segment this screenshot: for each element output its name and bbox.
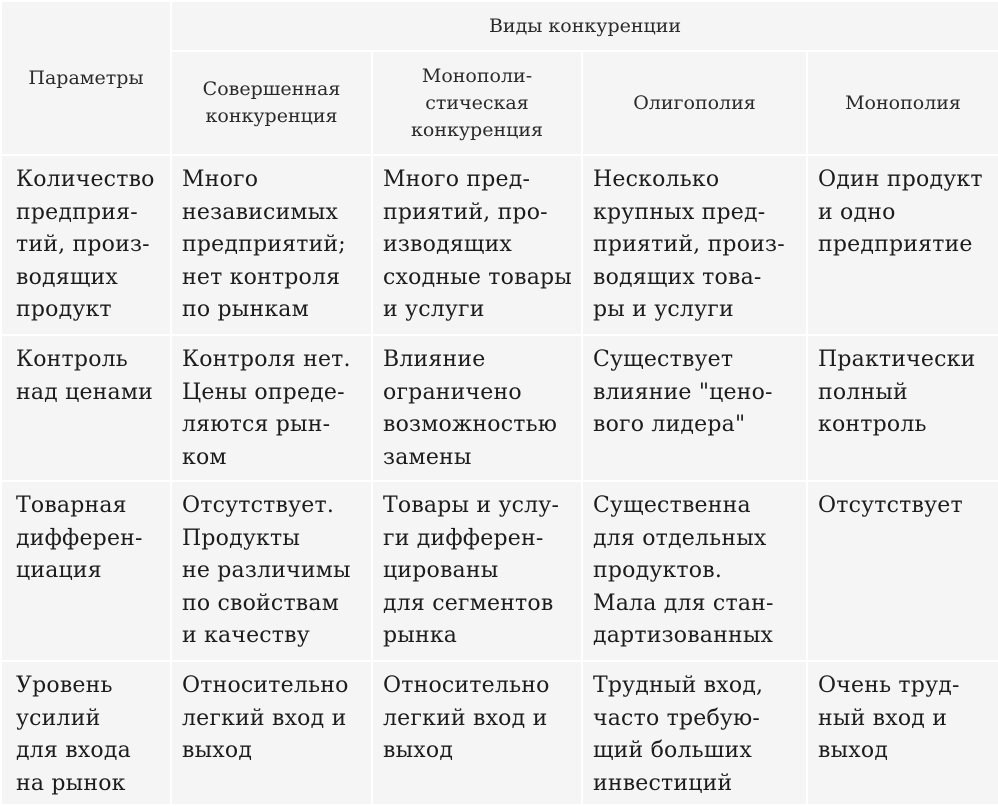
cell-text: Практически полный контроль bbox=[818, 347, 976, 437]
table-cell bbox=[807, 155, 998, 335]
table-cell bbox=[372, 335, 582, 481]
cell-text: Отсутствует. Продукты не различимы по свойствам и качеству bbox=[182, 493, 351, 648]
table-cell bbox=[807, 481, 998, 661]
cell-text: Контроль над ценами bbox=[16, 347, 154, 405]
params-header bbox=[1, 1, 171, 155]
column-header-monopolistic bbox=[372, 51, 582, 155]
table-cell bbox=[582, 481, 807, 661]
table-cell bbox=[582, 335, 807, 481]
table-row bbox=[1, 661, 998, 805]
cell-text: Один продукт и одно предприятие bbox=[818, 167, 983, 257]
table-cell bbox=[171, 481, 372, 661]
column-header-monopoly bbox=[807, 51, 998, 155]
column-header-label: Совершенная конкуренция bbox=[202, 78, 341, 127]
row-param bbox=[1, 155, 171, 335]
column-header-oligopoly bbox=[582, 51, 807, 155]
table-row bbox=[1, 481, 998, 661]
cell-text: Контроля нет. Цены опреде- ляются рын- ком bbox=[182, 347, 351, 470]
row-param bbox=[1, 481, 171, 661]
cell-text: Влияние ограничено возможностью замены bbox=[383, 347, 558, 470]
column-header-label: Монополия bbox=[845, 91, 961, 114]
table-cell bbox=[372, 481, 582, 661]
table-cell bbox=[807, 661, 998, 805]
cell-text: Товары и услу- ги дифферен- цированы для сегментов рынка bbox=[383, 493, 560, 648]
table-cell bbox=[171, 155, 372, 335]
column-header-perfect bbox=[171, 51, 372, 155]
cell-text: Относительно легкий вход и выход bbox=[182, 673, 349, 763]
cell-text: Товарная дифферен- циация bbox=[16, 493, 143, 583]
cell-text: Много независимых предприятий; нет контроля по рынкам bbox=[182, 167, 346, 322]
table-cell bbox=[171, 335, 372, 481]
column-header-label: Олигополия bbox=[633, 91, 756, 114]
cell-text: Относительно легкий вход и выход bbox=[383, 673, 550, 763]
cell-text: Трудный вход, часто требую- щий больших инвестиций bbox=[593, 673, 764, 796]
row-param bbox=[1, 335, 171, 481]
table-cell bbox=[582, 661, 807, 805]
table-row bbox=[1, 155, 998, 335]
params-header-label: Параметры bbox=[28, 66, 144, 89]
cell-text: Несколько крупных пред- приятий, произ- водящих това- ры и услуги bbox=[593, 167, 785, 322]
cell-text: Много пред- приятий, про- изводящих сходные товары и услуги bbox=[383, 167, 573, 322]
table-cell bbox=[807, 335, 998, 481]
cell-text: Количество предприя- тий, произ- водящих продукт bbox=[16, 167, 155, 322]
table-cell bbox=[171, 661, 372, 805]
cell-text: Уровень усилий для входа на рынок bbox=[16, 673, 131, 796]
cell-text: Существует влияние "цено- вого лидера" bbox=[593, 347, 773, 437]
table-cell bbox=[372, 155, 582, 335]
table-row bbox=[1, 335, 998, 481]
cell-text: Очень труд- ный вход и выход bbox=[818, 673, 960, 763]
table-cell bbox=[372, 661, 582, 805]
cell-text: Отсутствует bbox=[818, 493, 963, 518]
competition-types-label: Виды конкуренции bbox=[488, 14, 682, 37]
column-header-label: Монополи- стическая конкуренция bbox=[411, 64, 543, 141]
competition-types-header bbox=[171, 1, 998, 51]
table-cell bbox=[582, 155, 807, 335]
cell-text: Существенна для отдельных продуктов. Мала для стан- дартизованных bbox=[593, 493, 774, 648]
row-param bbox=[1, 661, 171, 805]
